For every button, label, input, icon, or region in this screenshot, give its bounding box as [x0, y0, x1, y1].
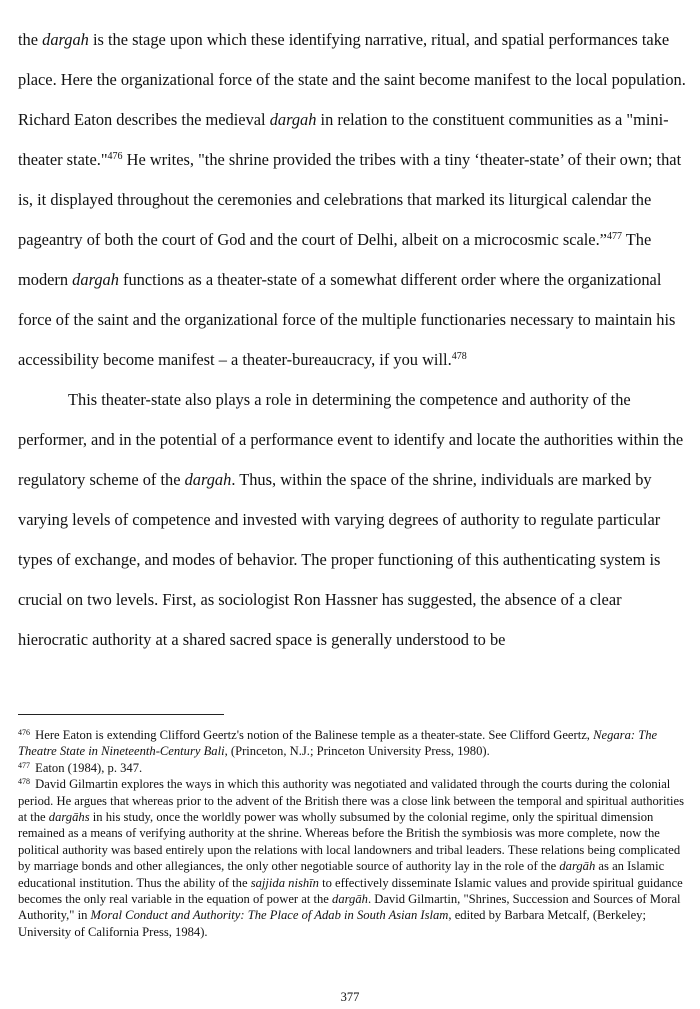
- italic-title: Moral Conduct and Authority: The Place of Adab in South Asian Islam: [90, 908, 449, 923]
- italic-title: Negara: The Theatre State in Nineteenth-Century Bali: [18, 728, 658, 759]
- footnotes: [18, 727, 688, 940]
- text-run: David Gilmartin explores the ways in which this authority was negotiated and validated through the courts during the colonial period. He argues that whereas prior to the advent of the British there was a close link between the temporal and spiritual authorities at the: [18, 777, 684, 825]
- page-number: 377: [340, 990, 360, 1004]
- text-run: The modern: [18, 230, 652, 289]
- italic-term: dargah: [42, 30, 89, 49]
- italic-term: dargah: [72, 270, 119, 289]
- text-run: , (Princeton, N.J.; Princeton University Press, 1980).: [224, 744, 490, 759]
- footnote-number: 477: [18, 760, 30, 770]
- footnote-478: [18, 776, 688, 940]
- footnote-number: 478: [18, 777, 30, 787]
- text-run: in relation to the constituent communities as a "mini-theater state.": [18, 110, 669, 169]
- page-body: [18, 20, 686, 660]
- text-run: as an Islamic educational institution. Thus the ability of the: [18, 859, 665, 890]
- italic-term: sajjida nishīn: [250, 875, 319, 890]
- text-run: Eaton (1984), p. 347.: [32, 760, 143, 775]
- text-run: . Thus, within the space of the shrine, individuals are marked by varying levels of competence and invested with varying degrees of authority to regulate particular types of exchange, and modes of behavior. The proper functioning of this authenticating system is crucial on two levels. First, as sociologist Ron Hassner has suggested, the absence of a clear hierocratic authority at a shared sacred space is generally understood to be: [18, 470, 661, 649]
- text-run: , edited by Barbara Metcalf, (Berkeley; University of California Press, 1984).: [18, 908, 646, 939]
- footnote-separator: [18, 714, 224, 715]
- footnote-number: 476: [18, 728, 30, 737]
- footnote-477: [18, 760, 688, 776]
- paragraph-1: [18, 20, 686, 380]
- text-run: to effectively disseminate Islamic values and provide spiritual guidance becomes the only real variable in the equation of power at the: [18, 875, 683, 907]
- footnote-476: [18, 727, 688, 760]
- text-run: functions as a theater-state of a somewhat different order where the organizational force of the saint and the organizational force of the multiple functionaries necessary to maintain his accessibility become manifest – a theater-bureaucracy, if you will.: [18, 270, 676, 369]
- footnote-ref-477[interactable]: 477: [606, 231, 622, 242]
- text-run: He writes, "the shrine provided the tribes with a tiny ‘theater-state’ of their own; that is, it displayed throughout the ceremonies and celebrations that marked its liturgical calendar the pageantry of both the court of God and the court of Delhi, albeit on a microcosmic scale.”: [18, 150, 682, 249]
- paragraph-2: [18, 380, 686, 660]
- text-run: . David Gilmartin, "Shrines, Succession and Sources of Moral Authority," in: [18, 892, 681, 923]
- text-run: is the stage upon which these identifying narrative, ritual, and spatial performances take place. Here the organizational force of the state and the saint become manifest to the local population. Richard Eaton describes the medieval: [18, 30, 686, 129]
- italic-term: dargāhs: [48, 810, 90, 825]
- italic-term: dargāh: [559, 859, 596, 874]
- italic-term: dargāh: [332, 892, 368, 907]
- text-run: This theater-state also plays a role in determining the competence and authority of the performer, and in the potential of a performance event to identify and locate the authorities within the regulatory scheme of the: [18, 390, 684, 489]
- footnote-ref-478[interactable]: 478: [451, 351, 467, 362]
- italic-term: dargah: [269, 110, 317, 129]
- italic-term: dargah: [184, 470, 232, 489]
- text-run: the: [18, 30, 43, 49]
- text-run: Here Eaton is extending Clifford Geertz's notion of the Balinese temple as a theater-state. See Clifford Geertz,: [32, 728, 594, 742]
- footnote-ref-476[interactable]: 476: [107, 151, 123, 162]
- text-run: in his study, once the worldly power was wholly subsumed by the colonial regime, only the spiritual dimension remained as a means of verifying authority at the shrine. Whereas before the British the symbiosis was more complete, now the political authority was based entirely upon the relations with local landowners and tribal leaders. These relations being complicated by marriage bonds and other allegiances, the only other negotiable source of authority lay in the role of the: [18, 810, 681, 874]
